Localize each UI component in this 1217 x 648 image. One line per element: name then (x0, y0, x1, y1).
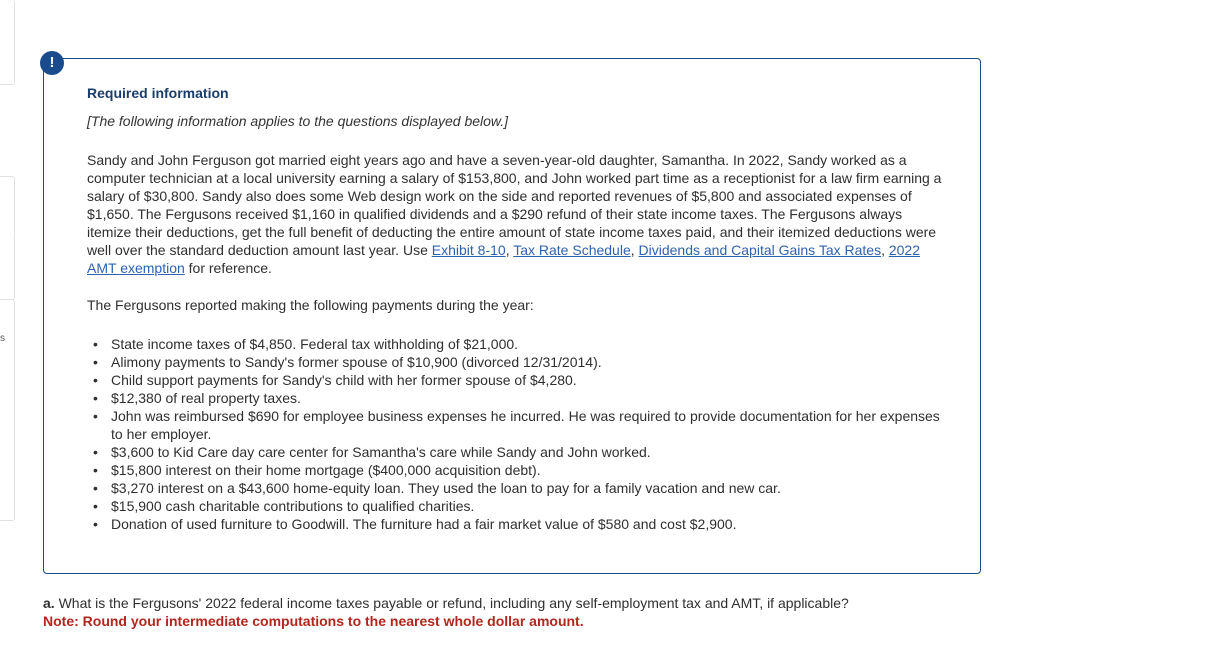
amt-exemption-link[interactable]: 2022 AMT exemption (87, 242, 921, 276)
payments-list (87, 335, 947, 533)
required-information-title: Required information (87, 85, 229, 101)
list-item: • $3,270 interest on a $43,600 home-equity loan. They used the loan to pay for a family vacation and new car. (111, 479, 947, 497)
question-a (43, 595, 849, 611)
required-information-subtitle: [The following information applies to the questions displayed below.] (87, 113, 509, 129)
scenario-paragraph (87, 151, 947, 277)
left-panel-card[interactable] (0, 176, 15, 239)
alert-icon: ! (40, 51, 64, 75)
rounding-note: Note: Round your intermediate computations to the nearest whole dollar amount. (43, 613, 584, 629)
link-separator: , (881, 242, 889, 258)
link-separator: , (505, 242, 514, 258)
tax-rate-schedule-link[interactable]: Tax Rate Schedule (513, 242, 631, 258)
list-item: • Child support payments for Sandy's child with her former spouse of $4,280. (111, 371, 947, 389)
scenario-text-end: for reference. (184, 260, 272, 276)
list-item: • $15,800 interest on their home mortgage ($400,000 acquisition debt). (111, 461, 947, 479)
list-item: • $15,900 cash charitable contributions to qualified charities. (111, 497, 947, 515)
list-item: • John was reimbursed $690 for employee business expenses he incurred. He was required to provide documentation for her expenses to her employer. (111, 407, 947, 443)
required-information-box (43, 58, 981, 574)
exhibit-8-10-link[interactable]: Exhibit 8-10 (431, 242, 506, 258)
dividends-capital-gains-link[interactable]: Dividends and Capital Gains Tax Rates (638, 242, 882, 258)
link-separator: , (630, 242, 639, 258)
list-item: • $12,380 of real property taxes. (111, 389, 947, 407)
scenario-text: Sandy and John Ferguson got married eight years ago and have a seven-year-old daughter, Samantha. In 2022, Sandy worked as a computer technician at a local university earning a salary of $153,800, and John worked part time as a receptionist for a law firm earning a salary of $30,800. Sandy also does some Web design work on the side and reported revenues of $5,800 and associated expenses of $1,650. The Fergusons received $1,160 in qualified dividends and a $290 refund of their state income taxes. The Fergusons always itemize their deductions, get the full benefit of deducting the entire amount of state income taxes paid, and their itemized deductions were well over the standard deduction amount last year. Use (87, 152, 942, 258)
left-panel-card[interactable] (0, 0, 15, 85)
question-text: What is the Fergusons' 2022 federal income taxes payable or refund, including any self-employment tax and AMT, if applicable? (54, 595, 849, 611)
left-panel-fragment-text: s (0, 333, 5, 344)
payments-intro: The Fergusons reported making the following payments during the year: (87, 297, 534, 313)
question-label: a. (43, 595, 55, 611)
list-item: • $3,600 to Kid Care day care center for Samantha's care while Sandy and John worked. (111, 443, 947, 461)
left-panel-card[interactable] (0, 237, 15, 300)
list-item: • State income taxes of $4,850. Federal tax withholding of $21,000. (111, 335, 947, 353)
list-item: • Alimony payments to Sandy's former spouse of $10,900 (divorced 12/31/2014). (111, 353, 947, 371)
list-item: • Donation of used furniture to Goodwill. The furniture had a fair market value of $580 and cost $2,900. (111, 515, 947, 533)
